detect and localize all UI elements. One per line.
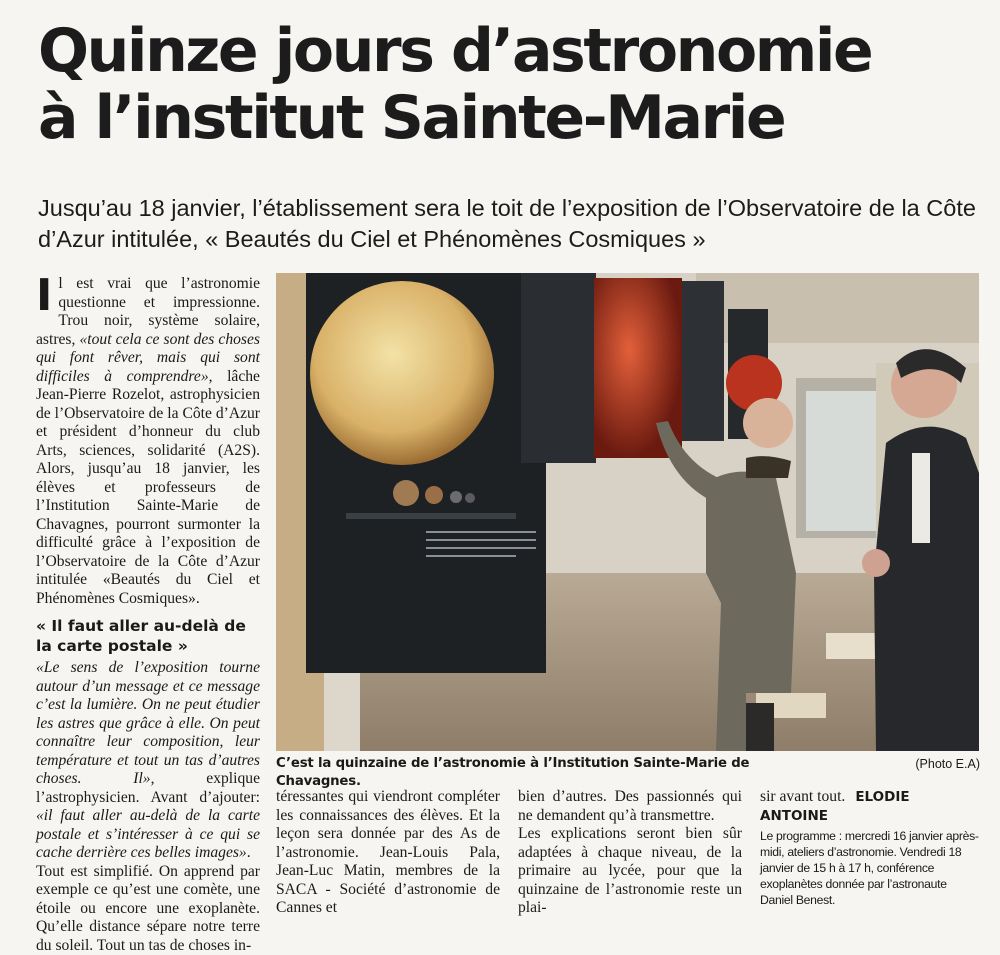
paragraph-quote [36,659,260,863]
article-column-3 [518,788,742,918]
paragraph-continued: téressantes qui viendront compléter les connaissances des élèves. Et la leçon sera donnée par des As de l’astronomie. Jean-Louis Pala, Jean-Luc Matin, membres de la SACA - Société d’astronomie de Cannes et [276,788,500,918]
text-run: . [247,844,251,861]
quote: «il faut aller au-delà de la carte postale et s’intéresser à ce qui se cache derrière ces belles images» [36,807,260,861]
poster-text [521,273,596,463]
photo-credit: (Photo E.A) [900,757,980,771]
headline-line-1: Quinze jours d’astronomie [38,18,978,85]
byline: ELODIE ANTOINE [760,789,910,824]
paragraph-end [760,788,982,825]
paragraph-intro [36,275,260,608]
paragraph-simplified: Tout est simplifié. On apprend par exemple ce qu’est une comète, une étoile ou encore une exoplanète. Qu’elle distance sépare notre terre du soleil. Tout un tas de choses in- [36,863,260,955]
article-column-1 [36,275,260,955]
photo-illustration [276,273,979,751]
quote: «tout cela ce sont des choses qui font rêver, mais qui sont difficiles à comprendre» [36,331,260,385]
text-run: , lâche Jean-Pierre Rozelot, astrophysicien de l’Observatoire de la Côte d’Azur et président d’honneur du club Arts, sciences, solidarité (A2S). Alors, jusqu’au 18 janvier, les élèves et professeurs de l’Institution Sainte-Marie de Chavagnes, pourront surmonter la difficulté grâce à l’exposition de l’Observatoire de la Côte d’Azur intitulée «Beautés du Ciel et Phénomènes Cosmiques». [36,368,260,607]
text-run: sir avant tout. [760,788,845,805]
photo-caption: C’est la quinzaine de l’astronomie à l’Institution Sainte-Marie de Chavagnes. [276,755,836,791]
headline-line-2: à l’institut Sainte-Marie [38,85,978,152]
dropcap: I [36,277,52,315]
quote: «Le sens de l’exposition tourne autour d’un message et ce message c’est la lumière. On ne peut étudier les astres que grâce à elle. On peut connaître leur composition, leur température et tout un tas d’autres choses. Il» [36,659,260,787]
text-run: , explique l’astrophysicien. Avant d’ajouter: [36,770,260,806]
article-column-2 [276,788,500,918]
headline [38,18,978,152]
intertitle: « Il faut aller au-delà de la carte postale » [36,616,260,656]
programme-box: Le programme : mercredi 16 janvier après-midi, ateliers d’astronomie. Vendredi 18 janvier de 15 h à 17 h, conférence exoplanètes donnée par l’astronaute Daniel Benest. [760,828,982,908]
text-run: l est vrai que l’astronomie questionne et impressionne. Trou noir, système solaire, astres, [36,275,260,348]
paragraph-continued: bien d’autres. Des passionnés qui ne demandent qu’à transmettre. [518,788,742,825]
subhead: Jusqu’au 18 janvier, l’établissement sera le toit de l’exposition de l’Observatoire de la Côte d’Azur intitulée, « Beautés du Ciel et Phénomènes Cosmiques » [38,193,988,255]
sun-image [310,281,494,465]
photo [276,273,979,751]
paragraph-explanations: Les explications seront bien sûr adaptées à chaque niveau, de la primaire au lycée, pour que la quinzaine de l’astronomie reste un plai- [518,825,742,918]
article-column-4 [760,788,982,825]
